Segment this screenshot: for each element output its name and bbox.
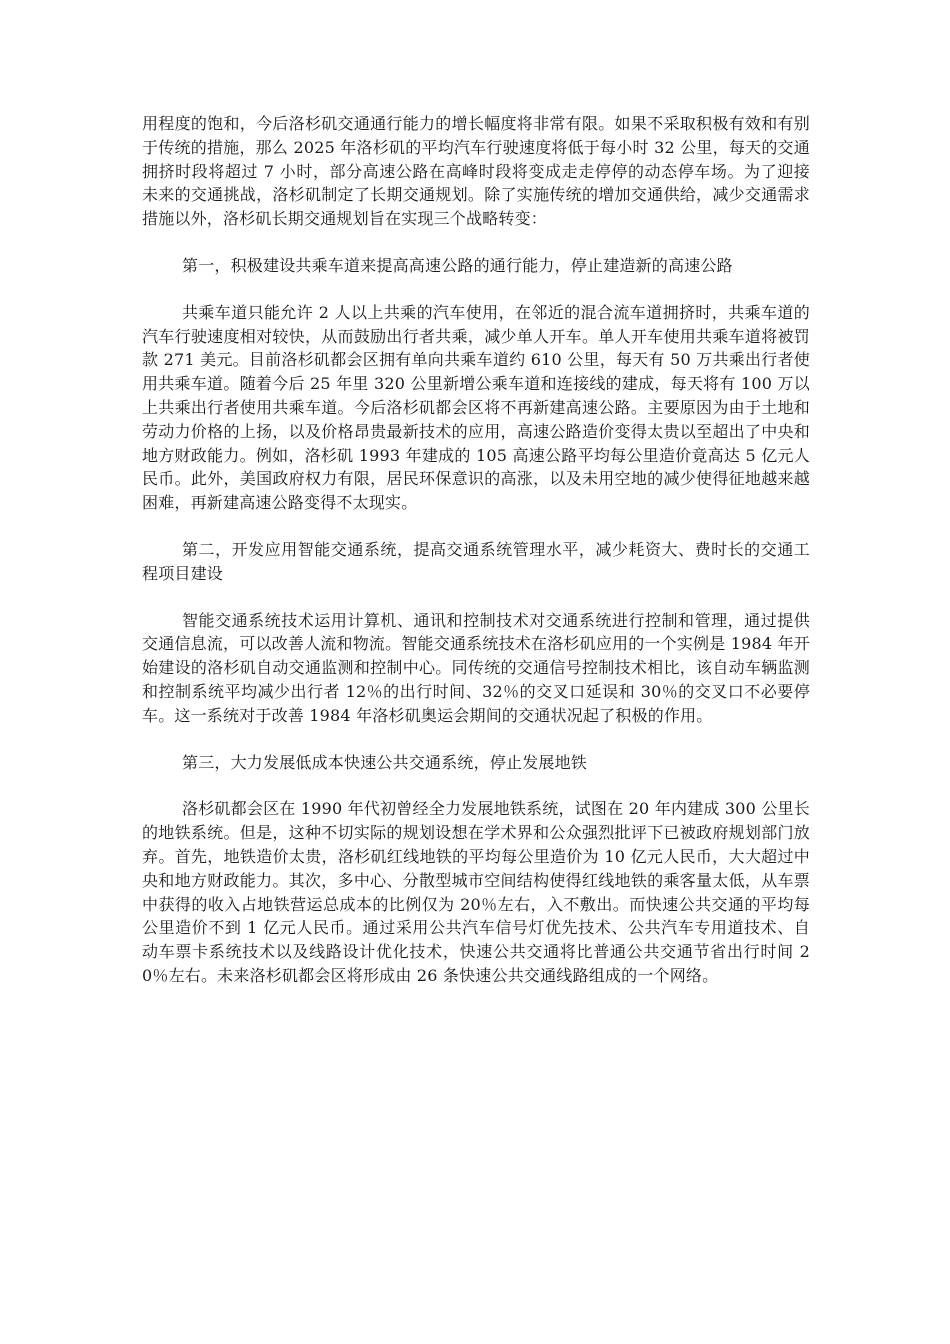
document-page	[142, 112, 810, 1011]
paragraph-intro: 用程度的饱和，今后洛杉矶交通通行能力的增长幅度将非常有限。如果不采取积极有效和有别于传统的措施，那么 2025 年洛杉矶的平均汽车行驶速度将低于每小时 32 公里，每天的交通拥挤时段将超过 7 小时，部分高速公路在高峰时段将变成走走停停的动态停车场。为了迎接未来的交通挑战，洛杉矶制定了长期交通规划。除了实施传统的增加交通供给，减少交通需求措施以外，洛杉矶长期交通规划旨在实现三个战略转变：	[142, 114, 810, 229]
paragraph-strategy-1: 共乘车道只能允许 2 人以上共乘的汽车使用，在邻近的混合流车道拥挤时，共乘车道的汽车行驶速度相对较快，从而鼓励出行者共乘，减少单人开车。单人开车使用共乘车道将被罚款 271 美元。目前洛杉矶都会区拥有单向共乘车道约 610 公里，每天有 50 万共乘出行者使用共乘车道。随着今后 25 年里 320 公里新增公乘车道和连接线的建成，每天将有 100 万以上共乘出行者使用共乘车道。今后洛杉矶都会区将不再新建高速公路。主要原因为由于土地和劳动力价格的上扬，以及价格昂贵最新技术的应用，高速公路造价变得太贵以至超出了中央和地方财政能力。例如，洛杉矶 1993 年建成的 105 高速公路平均每公里造价竟高达 5 亿元人民币。此外，美国政府权力有限，居民环保意识的高涨，以及未用空地的减少使得征地越来越困难，再新建高速公路变得不太现实。	[142, 302, 810, 513]
heading-strategy-2: 第二，开发应用智能交通系统，提高交通系统管理水平，减少耗资大、费时长的交通工程项目建设	[142, 539, 810, 583]
heading-strategy-1: 第一，积极建设共乘车道来提高高速公路的通行能力，停止建造新的高速公路	[182, 255, 733, 275]
paragraph-strategy-3: 洛杉矶都会区在 1990 年代初曾经全力发展地铁系统，试图在 20 年内建成 300 公里长的地铁系统。但是，这种不切实际的规划设想在学术界和公众强烈批评下已被政府规划部门放弃。首先，地铁造价太贵，洛杉矶红线地铁的平均每公里造价为 10 亿元人民币，大大超过中央和地方财政能力。其次，多中心、分散型城市空间结构使得红线地铁的乘客量太低，从车票中获得的收入占地铁营运总成本的比例仅为 20％左右，入不敷出。而快速公共交通的平均每公里造价不到 1 亿元人民币。通过采用公共汽车信号灯优先技术、公共汽车专用道技术、自动车票卡系统技术以及线路设计优化技术，快速公共交通将比普通公共交通节省出行时间 20％左右。未来洛杉矶都会区将形成由 26 条快速公共交通线路组成的一个网络。	[142, 799, 810, 985]
paragraph-strategy-2: 智能交通系统技术运用计算机、通讯和控制技术对交通系统进行控制和管理，通过提供交通信息流，可以改善人流和物流。智能交通系统技术在洛杉矶应用的一个实例是 1984 年开始建设的洛杉矶自动交通监测和控制中心。同传统的交通信号控制技术相比，该自动车辆监测和控制系统平均减少出行者 12％的出行时间、32％的交叉口延误和 30％的交叉口不必要停车。这一系统对于改善 1984 年洛杉矶奥运会期间的交通状况起了积极的作用。	[142, 610, 810, 725]
heading-strategy-3: 第三，大力发展低成本快速公共交通系统，停止发展地铁	[182, 752, 588, 772]
